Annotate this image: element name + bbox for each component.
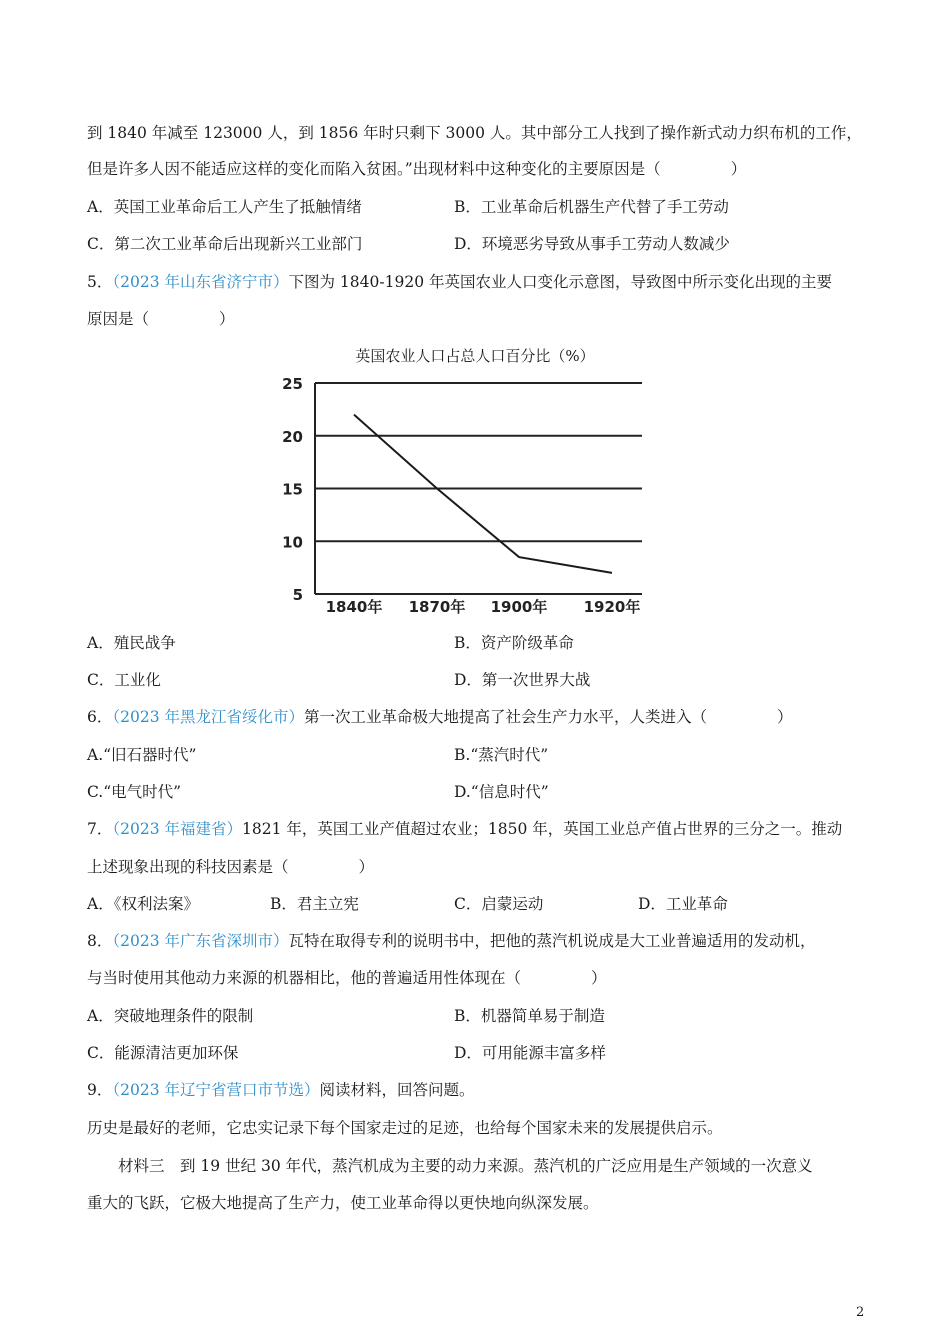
q9-stem: 9．（2023 年辽宁省营口市节选）阅读材料，回答问题。 [87,1081,475,1099]
q5-stem-line-2: 原因是（ ） [87,310,235,328]
q8-source: （2023 年广东省深圳市） [112,932,289,950]
q6-stem: 6．（2023 年黑龙江省绥化市）第一次工业革命极大地提高了社会生产力水平，人类进入（ ） [87,708,793,726]
q9-material-3-line-1: 材料三 到 19 世纪 30 年代，蒸汽机成为主要的动力来源。蒸汽机的广泛应用是生产领域的一次意义 [118,1157,813,1175]
q5-option-b: B．资产阶级革命 [454,634,574,652]
y-tick-label: 15 [282,480,303,499]
q4-stem-line-1: 到 1840 年减至 123000 人，到 1856 年时只剩下 3000 人。其中部分工人找到了操作新式动力织布机的工作， [87,124,862,142]
q8-stem-line-1: 8．（2023 年广东省深圳市）瓦特在取得专利的说明书中，把他的蒸汽机说成是大工业普遍适用的发动机， [87,932,816,950]
q6-option-d: D.“信息时代” [454,783,549,801]
q7-option-d: D．工业革命 [638,895,728,913]
y-tick-label: 25 [282,375,303,393]
q6-option-a: A.“旧石器时代” [87,746,197,764]
q9-intro: 历史是最好的老师，它忠实记录下每个国家走过的足迹，也给每个国家未来的发展提供启示。 [87,1119,723,1137]
q7-stem-line-2: 上述现象出现的科技因素是（ ） [87,858,375,876]
q8-option-c: C．能源清洁更加环保 [87,1044,239,1062]
chart-title: 英国农业人口占总人口百分比（%） [355,347,595,365]
q8-option-b: B．机器简单易于制造 [454,1007,605,1025]
q5-option-c: C．工业化 [87,671,161,689]
q5-option-d: D．第一次世界大战 [454,671,591,689]
q4-option-d: D．环境恶劣导致从事手工劳动人数减少 [454,235,730,253]
q7-option-a: A．《权利法案》 [87,895,199,913]
line-chart [270,370,660,620]
q6-option-b: B.“蒸汽时代” [454,746,549,764]
series-line [354,415,612,573]
q9-material-3-line-2: 重大的飞跃，它极大地提高了生产力，使工业革命得以更快地向纵深发展。 [87,1194,599,1212]
q6-option-c: C.“电气时代” [87,783,182,801]
q7-stem-line-1: 7．（2023 年福建省）1821 年，英国工业产值超过农业；1850 年，英国工业总产值占世界的三分之一。推动 [87,820,843,838]
q7-option-b: B．君主立宪 [270,895,359,913]
q4-option-a: A．英国工业革命后工人产生了抵触情绪 [87,198,362,216]
q5-option-a: A．殖民战争 [87,634,176,652]
q4-option-b: B．工业革命后机器生产代替了手工劳动 [454,198,729,216]
q8-option-a: A．突破地理条件的限制 [87,1007,254,1025]
x-tick-label: 1870年 [408,598,466,616]
q7-source: （2023 年福建省） [112,820,242,838]
y-tick-label: 5 [292,586,303,604]
y-tick-label: 10 [282,533,303,552]
x-tick-label: 1900年 [490,598,548,616]
q7-option-c: C．启蒙运动 [454,895,544,913]
q5-source: （2023 年山东省济宁市） [112,273,289,291]
x-tick-label: 1920年 [583,598,641,616]
page-number: 2 [856,1305,865,1320]
q6-source: （2023 年黑龙江省绥化市） [112,708,304,726]
q4-stem-line-2: 但是许多人因不能适应这样的变化而陷入贫困。”出现材料中这种变化的主要原因是（ ） [87,160,747,178]
x-tick-label: 1840年 [325,598,383,616]
y-tick-label: 20 [282,427,303,446]
q5-stem-line-1: 5．（2023 年山东省济宁市）下图为 1840-1920 年英国农业人口变化示意图，导致图中所示变化出现的主要 [87,273,832,291]
q8-stem-line-2: 与当时使用其他动力来源的机器相比，他的普遍适用性体现在（ ） [87,969,607,987]
q9-source: （2023 年辽宁省营口市节选） [112,1081,320,1099]
q4-option-c: C．第二次工业革命后出现新兴工业部门 [87,235,363,253]
q8-option-d: D．可用能源丰富多样 [454,1044,606,1062]
